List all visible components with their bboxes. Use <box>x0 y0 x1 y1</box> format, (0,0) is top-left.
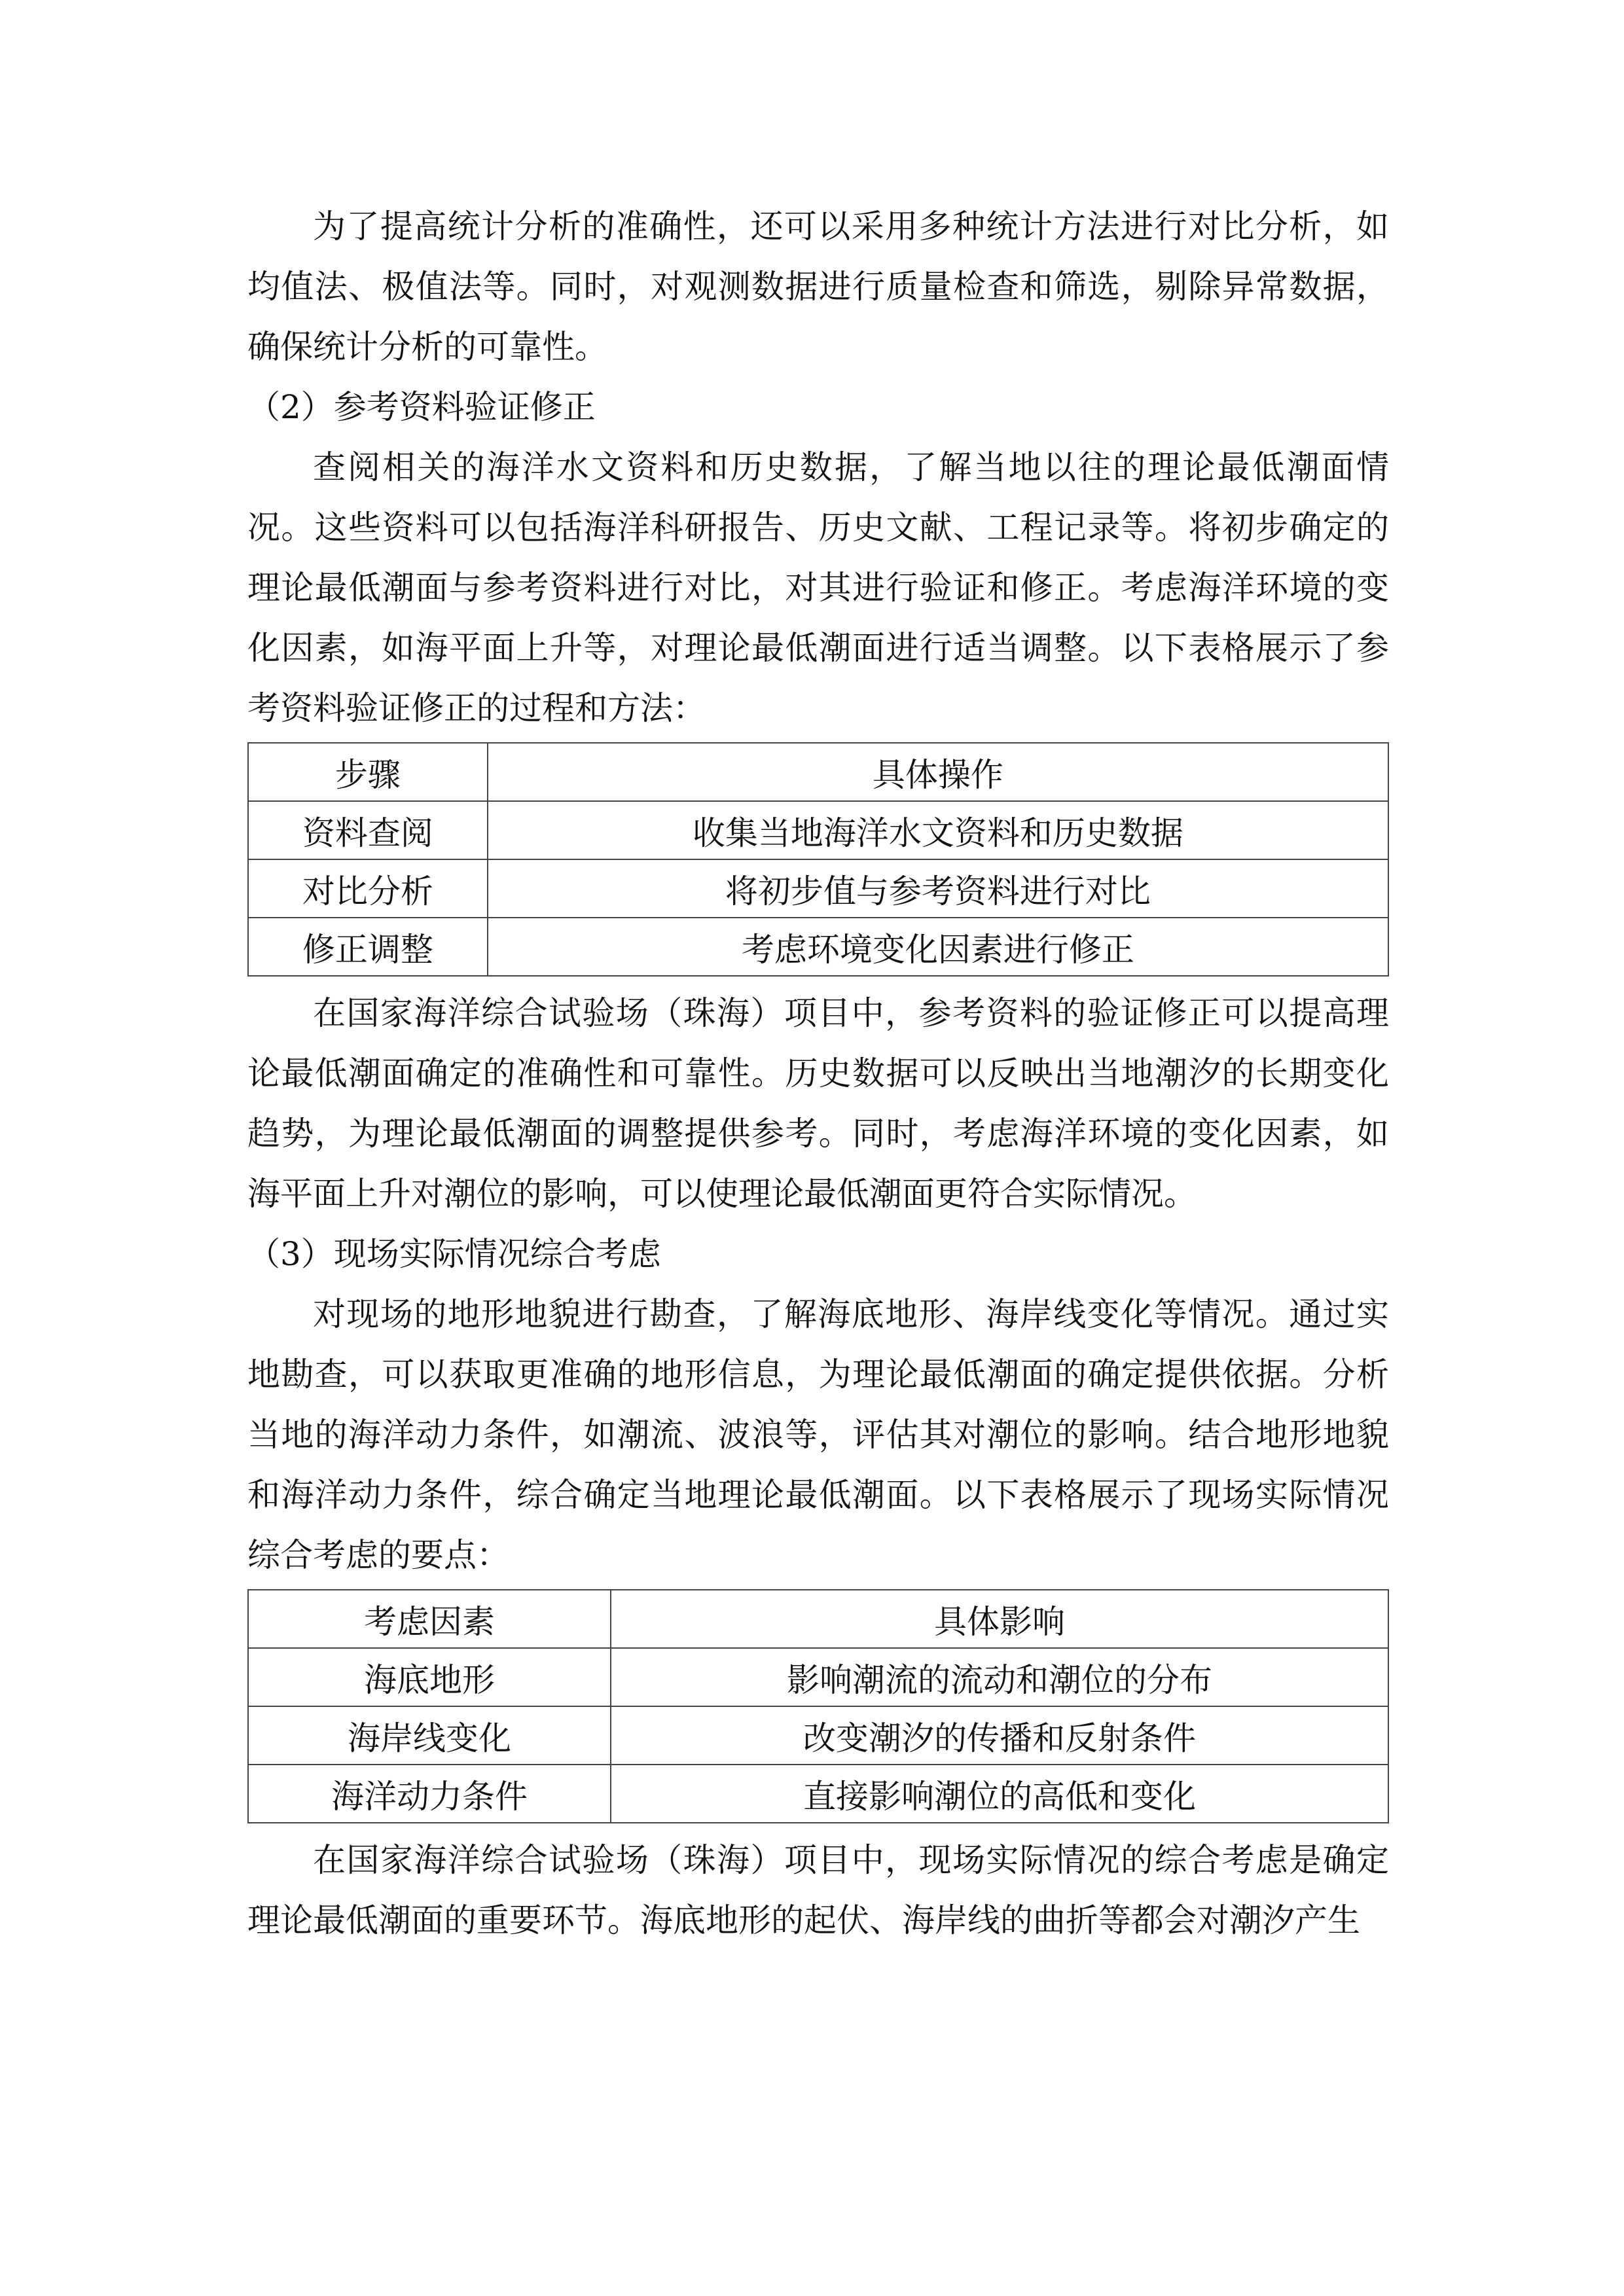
table-header-cell: 步骤 <box>248 743 488 801</box>
table-cell: 海岸线变化 <box>248 1706 611 1765</box>
site-conditions-table <box>247 1589 1389 1823</box>
table-row <box>248 859 1388 918</box>
table-row <box>248 1765 1388 1823</box>
table-header-row <box>248 1590 1388 1648</box>
table-cell: 收集当地海洋水文资料和历史数据 <box>488 801 1388 859</box>
paragraph-reference-verification: 查阅相关的海洋水文资料和历史数据，了解当地以往的理论最低潮面情况。这些资料可以包括海洋科研报告、历史文献、工程记录等。将初步确定的理论最低潮面与参考资料进行对比，对其进行验证和修正。考虑海洋环境的变化因素，如海平面上升等，对理论最低潮面进行适当调整。以下表格展示了参考资料验证修正的过程和方法： <box>247 448 1389 727</box>
table-row <box>248 1706 1388 1765</box>
table-cell: 资料查阅 <box>248 801 488 859</box>
table-header-cell: 考虑因素 <box>248 1590 611 1648</box>
paragraph-site-conditions: 对现场的地形地貌进行勘查，了解海底地形、海岸线变化等情况。通过实地勘查，可以获取更准确的地形信息，为理论最低潮面的确定提供依据。分析当地的海洋动力条件，如潮流、波浪等，评估其对潮位的影响。结合地形地貌和海洋动力条件，综合确定当地理论最低潮面。以下表格展示了现场实际情况综合考虑的要点： <box>247 1295 1389 1574</box>
reference-verification-table <box>247 742 1389 977</box>
table-cell: 海底地形 <box>248 1648 611 1706</box>
paragraph-site-conditions-significance: 在国家海洋综合试验场（珠海）项目中，现场实际情况的综合考虑是确定理论最低潮面的重要环节。海底地形的起伏、海岸线的曲折等都会对潮汐产生 <box>247 1841 1389 1939</box>
table-cell: 直接影响潮位的高低和变化 <box>611 1765 1388 1823</box>
table-cell: 考虑环境变化因素进行修正 <box>488 918 1388 976</box>
table-header-cell: 具体操作 <box>488 743 1388 801</box>
table-cell: 海洋动力条件 <box>248 1765 611 1823</box>
table-cell: 将初步值与参考资料进行对比 <box>488 859 1388 918</box>
table-cell: 改变潮汐的传播和反射条件 <box>611 1706 1388 1765</box>
table-cell: 影响潮流的流动和潮位的分布 <box>611 1648 1388 1706</box>
table-row <box>248 1648 1388 1706</box>
section-heading-site-conditions: （3）现场实际情况综合考虑 <box>247 1235 661 1273</box>
table-cell: 修正调整 <box>248 918 488 976</box>
table-header-row <box>248 743 1388 801</box>
table-row <box>248 801 1388 859</box>
table-header-cell: 具体影响 <box>611 1590 1388 1648</box>
table-cell: 对比分析 <box>248 859 488 918</box>
paragraph-reference-verification-significance: 在国家海洋综合试验场（珠海）项目中，参考资料的验证修正可以提高理论最低潮面确定的准确性和可靠性。历史数据可以反映出当地潮汐的长期变化趋势，为理论最低潮面的调整提供参考。同时，考虑海洋环境的变化因素，如海平面上升对潮位的影响，可以使理论最低潮面更符合实际情况。 <box>247 994 1389 1213</box>
section-heading-reference-verification: （2）参考资料验证修正 <box>247 388 596 426</box>
paragraph-statistics-accuracy: 为了提高统计分析的准确性，还可以采用多种统计方法进行对比分析，如均值法、极值法等。同时，对观测数据进行质量检查和筛选，剔除异常数据，确保统计分析的可靠性。 <box>247 207 1389 366</box>
table-row <box>248 918 1388 976</box>
document-page <box>247 196 1389 1950</box>
